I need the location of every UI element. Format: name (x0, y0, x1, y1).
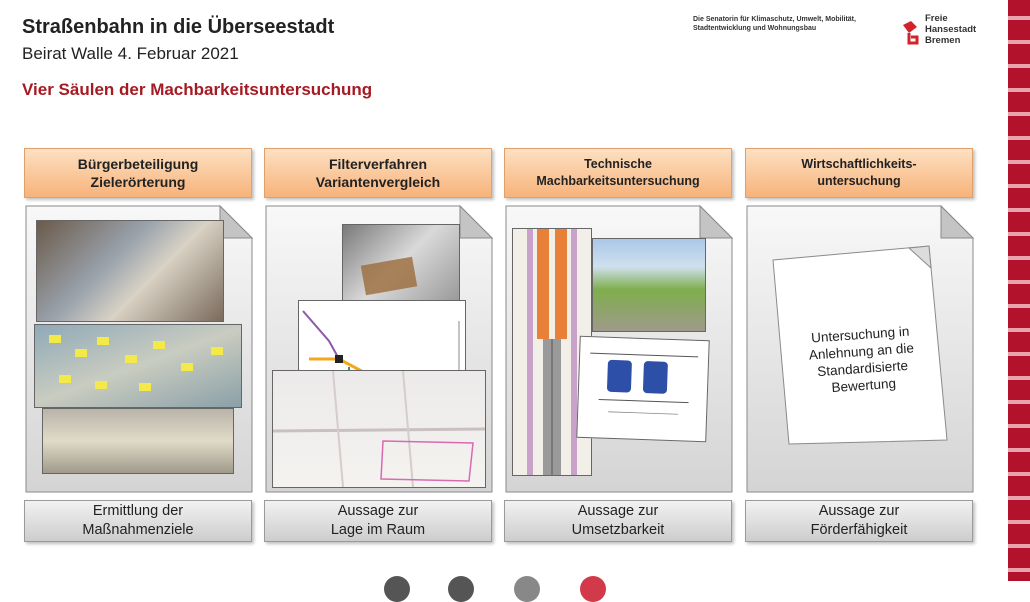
side-stripe (1008, 0, 1030, 581)
pillar-panel (745, 204, 977, 494)
street-map-image (272, 370, 486, 488)
pillar-panel (504, 204, 736, 494)
logo-line-2: Hansestadt (925, 24, 977, 35)
pillar-header: Wirtschaftlichkeits- untersuchung (745, 148, 973, 198)
tram-cross-section-image (576, 336, 709, 442)
pillar-footer: Aussage zur Förderfähigkeit (745, 500, 973, 542)
bremen-logo-text (925, 13, 976, 46)
planning-table-photo (42, 408, 234, 474)
logo-line-1: Freie (925, 13, 948, 24)
tram-track-photo (592, 238, 706, 332)
pillar-footer: Ermittlung der Maßnahmenziele (24, 500, 252, 542)
senator-line-2: Stadtentwicklung und Wohnungsbau (693, 25, 817, 32)
slide-subtitle: Beirat Walle 4. Februar 2021 (22, 44, 239, 63)
slide-heading: Vier Säulen der Machbarkeitsuntersuchung (22, 80, 373, 99)
pillar-wirtschaftlichkeit (745, 148, 977, 548)
workshop-photo (36, 220, 224, 322)
pillar-panel (264, 204, 496, 494)
pillar-header: Technische Machbarkeitsuntersuchung (504, 148, 732, 198)
pillar-panel (24, 204, 256, 494)
bremen-key-icon (899, 19, 921, 47)
pillar-filterverfahren (264, 148, 496, 548)
video-control-button[interactable] (384, 576, 410, 602)
map-with-notes-image (34, 324, 242, 408)
pillar-footer: Aussage zur Umsetzbarkeit (504, 500, 732, 542)
pillar-buergerbeteiligung (24, 148, 256, 548)
document-text: Untersuchung in Anlehnung an die Standardisierte Bewertung (808, 323, 915, 396)
video-control-button[interactable] (448, 576, 474, 602)
pillar-footer: Aussage zur Lage im Raum (264, 500, 492, 542)
tram-cross-section-overlay (577, 337, 708, 441)
sticky-notes-overlay (35, 325, 241, 407)
pillar-technische-machbarkeit (504, 148, 736, 548)
senator-label (693, 15, 898, 33)
pillar-header: Bürgerbeteiligung Zielerörterung (24, 148, 252, 198)
video-control-button[interactable] (580, 576, 606, 602)
senator-line-1: Die Senatorin für Klimaschutz, Umwelt, Mobilität, (693, 16, 856, 23)
logo-line-3: Bremen (925, 35, 961, 46)
slide-title: Straßenbahn in die Überseestadt (22, 16, 335, 38)
street-map-overlay (273, 371, 485, 487)
video-control-button[interactable] (514, 576, 540, 602)
pillar-header: Filterverfahren Variantenvergleich (264, 148, 492, 198)
